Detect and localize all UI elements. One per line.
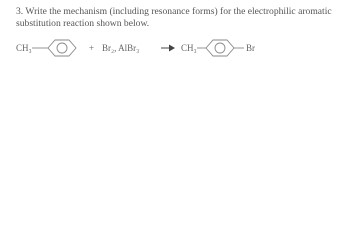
reactant-methyl-label: CH₃ <box>16 43 32 53</box>
product-bromo-label: Br <box>246 43 255 53</box>
reactant-benzene-ring <box>48 40 76 56</box>
question-line-1: 3. Write the mechanism (including resonance forms) for the electrophilic aromatic <box>16 6 332 17</box>
reaction-arrow <box>161 45 175 52</box>
question-line-2: substitution reaction shown below. <box>16 18 150 29</box>
reagents-label: Br₂, AlBr₃ <box>102 43 140 53</box>
product-methyl-label: CH₃ <box>181 43 197 53</box>
product-benzene-ring <box>206 40 234 56</box>
plus-sign: + <box>89 43 95 53</box>
reaction-scheme <box>0 0 350 86</box>
